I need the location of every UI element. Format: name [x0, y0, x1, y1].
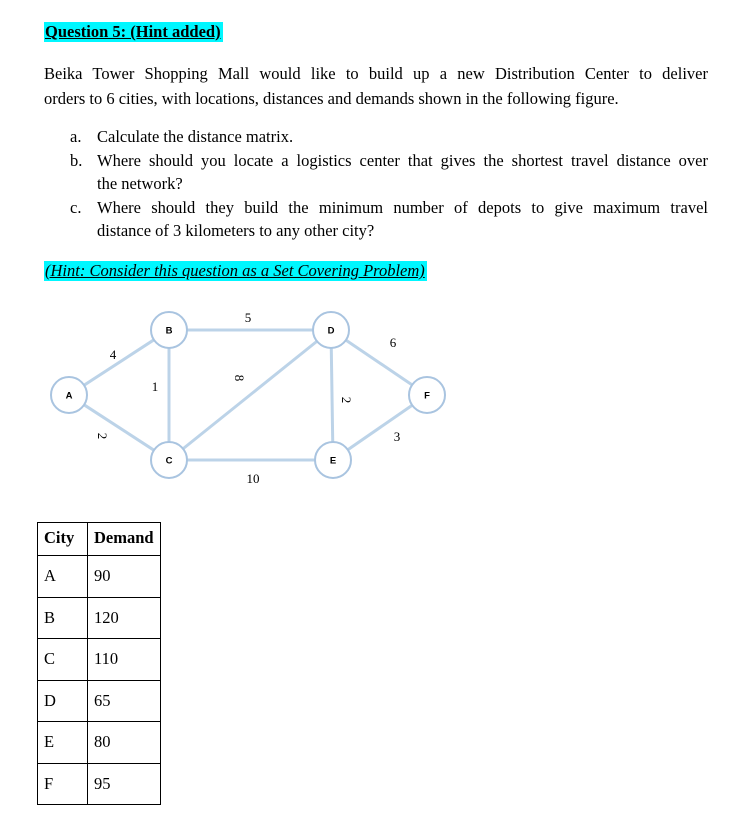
- part-b-line-1: Where should you locate a logistics center that gives the shortest travel distance over: [97, 150, 708, 170]
- part-b-line-2: the network?: [97, 174, 183, 193]
- demand-cell: 65: [88, 680, 161, 722]
- table-row: [38, 722, 161, 764]
- edge-label-d-e: 2: [339, 396, 355, 404]
- table-row: [38, 597, 161, 639]
- node-label-d: D: [327, 325, 335, 337]
- part-c-line-2: distance of 3 kilometers to any other city?: [97, 221, 375, 240]
- part-label: c.: [70, 197, 82, 217]
- table-row: [38, 556, 161, 598]
- edge-label-d-f: 6: [389, 334, 397, 350]
- edge-label-c-d: 8: [232, 374, 248, 382]
- node-label-a: A: [65, 390, 73, 402]
- intro-line-1: Beika Tower Shopping Mall would like to build up a new Distribution Center to deliver: [44, 64, 708, 83]
- edge-label-a-b: 4: [109, 346, 117, 362]
- edge-label-a-c: 2: [95, 432, 111, 440]
- edge-e-f: [348, 405, 412, 450]
- edge-label-b-c: 1: [151, 378, 159, 394]
- part-c-line-1: Where should they build the minimum number of depots to give maximum travel: [97, 197, 708, 217]
- edge-label-b-d: 5: [244, 309, 252, 325]
- table-header-row: [38, 523, 161, 556]
- node-label-c: C: [165, 455, 173, 467]
- edge-label-c-e: 10: [246, 470, 260, 486]
- graph-edges: [84, 330, 412, 460]
- header-demand: Demand: [88, 523, 161, 556]
- question-heading: Question 5: (Hint added): [45, 22, 221, 41]
- city-cell: D: [38, 680, 88, 722]
- node-label-e: E: [329, 455, 337, 467]
- city-cell: C: [38, 639, 88, 681]
- edge-a-c: [84, 405, 154, 450]
- node-label-b: B: [165, 325, 173, 337]
- demand-cell: 95: [88, 763, 161, 805]
- demand-cell: 90: [88, 556, 161, 598]
- node-label-f: F: [424, 390, 430, 402]
- header-city: City: [38, 523, 88, 556]
- edge-d-e: [331, 348, 332, 442]
- table-row: [38, 680, 161, 722]
- city-cell: B: [38, 597, 88, 639]
- part-label: b.: [70, 150, 83, 170]
- edge-label-e-f: 3: [393, 428, 401, 444]
- demand-cell: 120: [88, 597, 161, 639]
- edge-a-b: [84, 340, 154, 385]
- demand-table: [37, 522, 161, 805]
- city-cell: E: [38, 722, 88, 764]
- city-cell: A: [38, 556, 88, 598]
- hint-text: (Hint: Consider this question as a Set Covering Problem): [45, 261, 425, 280]
- intro-line-2: orders to 6 cities, with locations, distances and demands shown in the following figure.: [44, 88, 619, 108]
- part-label: a.: [70, 127, 82, 146]
- table-row: [38, 639, 161, 681]
- edge-d-f: [346, 340, 412, 385]
- city-cell: F: [38, 763, 88, 805]
- demand-cell: 110: [88, 639, 161, 681]
- part-a-line-1: Calculate the distance matrix.: [97, 127, 294, 146]
- edge-c-d: [183, 341, 317, 448]
- demand-cell: 80: [88, 722, 161, 764]
- table-row: [38, 763, 161, 805]
